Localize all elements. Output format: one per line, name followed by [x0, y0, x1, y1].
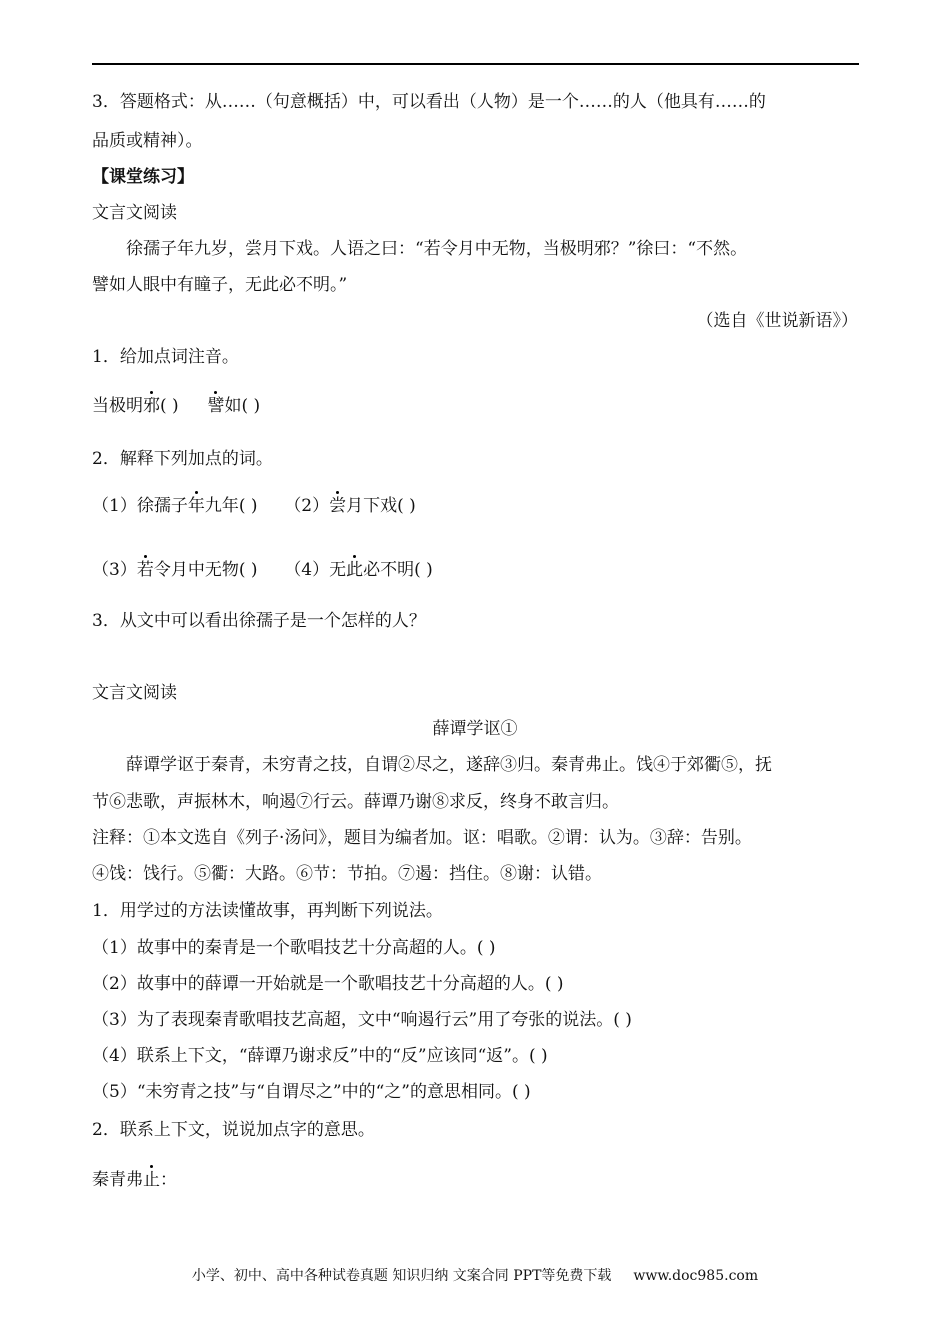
p1-q1-a-prefix: 当极明	[92, 396, 143, 416]
p1-q2-i2-blank[interactable]: ( )	[397, 496, 416, 516]
p1-q2-i4-blank[interactable]: ( )	[414, 560, 433, 580]
p1-q3: 3．从文中可以看出徐孺子是一个怎样的人？	[92, 611, 426, 631]
p1-q1-b-blank[interactable]: ( )	[241, 396, 261, 416]
p1-q1-answer-line	[92, 398, 260, 415]
passage1-text-line2: 譬如人眼中有瞳子，无此必不明。”	[92, 275, 348, 295]
p1-q2-i2-post: 月下戏	[346, 496, 398, 516]
passage2-text-line2: 节⑥悲歌，声振林木，响遏⑦行云。薛谭乃谢⑧求反，终身不敢言归。	[92, 792, 619, 812]
p2-q1-item: （4）联系上下文，“薛谭乃谢求反”中的“反”应该同“返”。( )	[92, 1046, 548, 1066]
p1-q1-b-dotted-char: 譬	[207, 396, 225, 416]
passage1-label: 文言文阅读	[92, 203, 177, 223]
p1-q2-row2	[92, 562, 433, 579]
passage2-title: 薛谭学讴①	[432, 719, 518, 739]
p2-q2-post: ：	[160, 1170, 177, 1190]
p1-q1-a-dotted-char: 邪	[143, 396, 160, 416]
passage2-note-line1: 注释：①本文选自《列子·汤问》，题目为编者加。讴：唱歌。②谓：认为。③辞：告别。	[92, 828, 752, 848]
p1-q2-i4-dotted-char: 此	[346, 560, 364, 580]
p1-q2-row1	[92, 498, 416, 515]
passage2-note-line2: ④饯：饯行。⑤衢：大路。⑥节：节拍。⑦遏：挡住。⑧谢：认错。	[92, 864, 602, 884]
p2-q2-pre: 秦青弗	[92, 1170, 143, 1190]
p1-q2-i1-blank[interactable]: ( )	[238, 496, 258, 516]
p2-q1-item: （2）故事中的薛谭一开始就是一个歌唱技艺十分高超的人。( )	[92, 974, 564, 994]
passage2-text-line1: 薛谭学讴于秦青，未穷青之技，自谓②尽之，遂辞③归。秦青弗止。饯④于郊衢⑤，抚	[126, 755, 772, 775]
p1-q1-a-blank[interactable]: ( )	[160, 396, 179, 416]
p1-q2-i1-dotted-char: 年	[187, 496, 205, 516]
p2-q2-dotted-char: 止	[143, 1170, 160, 1190]
passage1-source: （选自《世说新语》）	[696, 311, 858, 331]
p2-q1-item: （1）故事中的秦青是一个歌唱技艺十分高超的人。( )	[92, 938, 496, 958]
p1-q2-i3-dotted-char: 若	[136, 560, 154, 580]
passage1-text-line1: 徐孺子年九岁，尝月下戏。人语之曰：“若令月中无物，当极明邪？”徐曰：“不然。	[126, 239, 748, 259]
p2-q1-item: （5）“未穷青之技”与“自谓尽之”中的“之”的意思相同。( )	[92, 1082, 531, 1102]
p1-q2-i2-pre: （2）	[284, 496, 330, 516]
p1-q2-i3-pre: （3）	[92, 560, 137, 580]
page-footer	[0, 1265, 950, 1285]
p1-q2-title: 2．解释下列加点的词。	[92, 449, 273, 469]
answer-format-line1: 3．答题格式：从……（句意概括）中，可以看出（人物）是一个……的人（他具有……的	[92, 92, 766, 112]
p2-q1-item: （3）为了表现秦青歌唱技艺高超，文中“响遏行云”用了夸张的说法。( )	[92, 1010, 632, 1030]
p2-q2-title: 2．联系上下文，说说加点字的意思。	[92, 1120, 375, 1140]
practice-heading: 【课堂练习】	[92, 167, 194, 187]
p1-q2-i1-pre: （1）徐孺子	[92, 496, 188, 516]
p2-q2-answer-line	[92, 1172, 177, 1189]
p1-q2-i3-post: 令月中无物	[153, 560, 239, 580]
header-rule	[92, 63, 859, 65]
p1-q1-title: 1．给加点词注音。	[92, 347, 239, 367]
p1-q2-i4-post: 必不明	[363, 560, 415, 580]
footer-text: 小学、初中、高中各种试卷真题 知识归纳 文案合同 PPT等免费下载	[191, 1268, 612, 1284]
p1-q2-i2-dotted-char: 尝	[329, 496, 347, 516]
answer-format-line2: 品质或精神）。	[92, 131, 203, 151]
p1-q2-i4-pre: （4）无	[284, 560, 347, 580]
p1-q1-b-rest: 如	[224, 396, 242, 416]
passage2-label: 文言文阅读	[92, 683, 177, 703]
footer-url[interactable]: www.doc985.com	[633, 1268, 759, 1284]
p1-q2-i1-post: 九年	[204, 496, 239, 516]
p1-q2-i3-blank[interactable]: ( )	[238, 560, 258, 580]
p2-q1-title: 1．用学过的方法读懂故事，再判断下列说法。	[92, 901, 443, 921]
